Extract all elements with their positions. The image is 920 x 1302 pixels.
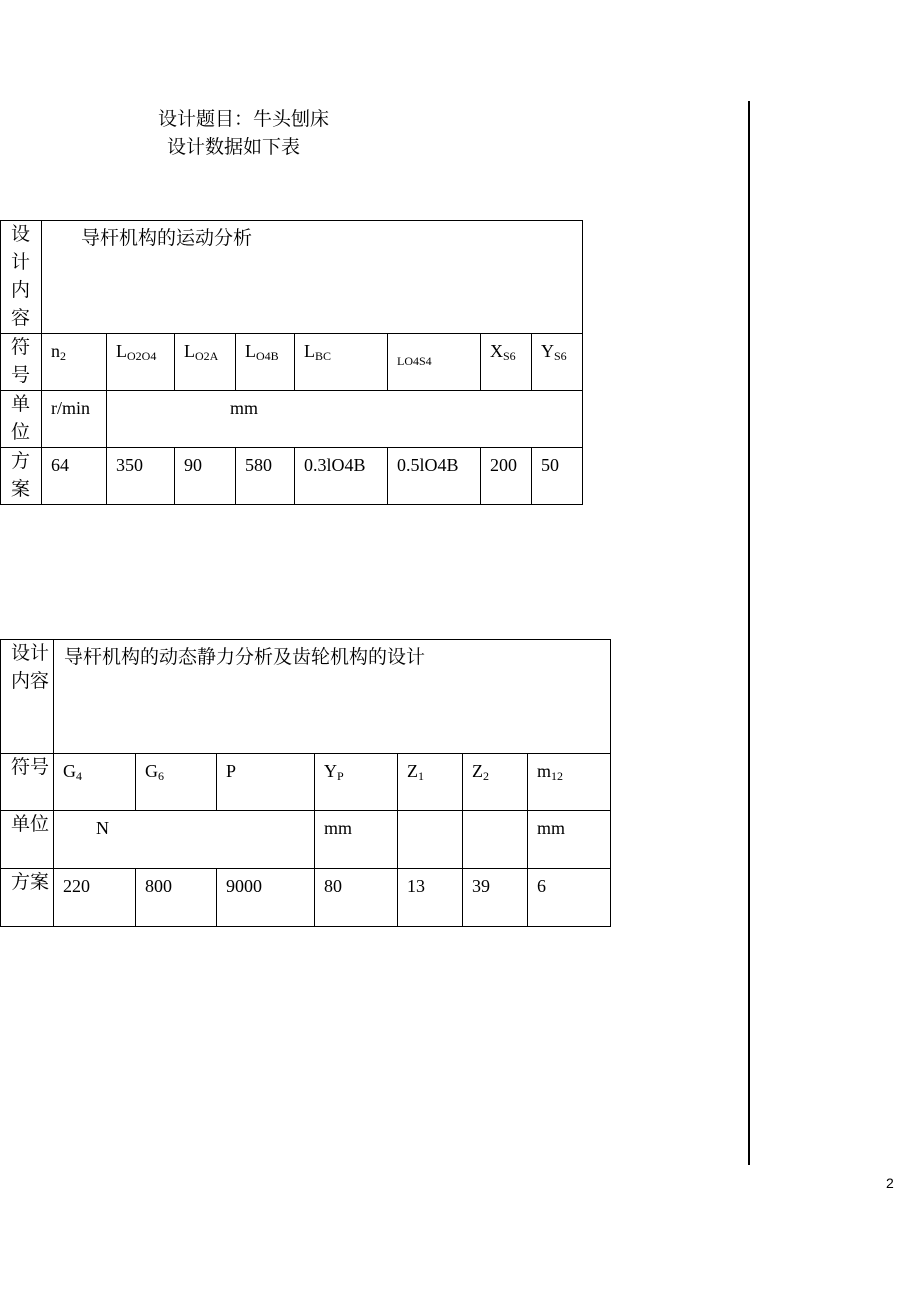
unit-cell: N (54, 811, 315, 869)
unit-cell: mm (107, 391, 583, 448)
value-cell: 350 (107, 448, 175, 505)
row-label-content: 设计内容 (1, 640, 54, 754)
table-row (1, 448, 583, 505)
value-cell: 90 (175, 448, 236, 505)
unit-cell: mm (528, 811, 611, 869)
row-label-content: 设计内容 (1, 221, 42, 334)
symbol-cell: $G_6$ (136, 754, 217, 811)
symbol-cell: $Z_2$ (463, 754, 528, 811)
table-row (1, 869, 611, 927)
value-cell: 800 (136, 869, 217, 927)
row-label-unit: 单位 (1, 391, 42, 448)
value-cell: 200 (481, 448, 532, 505)
design-content: 导杆机构的运动分析 (42, 221, 583, 334)
table-row (1, 334, 583, 391)
symbol-cell: $L_{O4B}$ (236, 334, 295, 391)
symbol-cell: $L_{O2A}$ (175, 334, 236, 391)
page-number: 2 (886, 1175, 894, 1191)
table-row (1, 640, 611, 754)
unit-cell: mm (315, 811, 398, 869)
symbol-cell: $L_{O2O4}$ (107, 334, 175, 391)
margin-rule (748, 101, 750, 1165)
value-cell: 6 (528, 869, 611, 927)
symbol-cell: $Y_P$ (315, 754, 398, 811)
value-cell: 0.3lO4B (295, 448, 388, 505)
design-subtitle: 设计数据如下表 (167, 137, 301, 158)
design-content: 导杆机构的动态静力分析及齿轮机构的设计 (54, 640, 611, 754)
row-label-symbol: 符号 (1, 754, 54, 811)
design-table-2 (0, 639, 611, 927)
unit-cell (463, 811, 528, 869)
row-label-symbol: 符号 (1, 334, 42, 391)
value-cell: 50 (532, 448, 583, 505)
symbol-cell: $X_{S6}$ (481, 334, 532, 391)
symbol-cell: $Z_1$ (398, 754, 463, 811)
unit-cell: r/min (42, 391, 107, 448)
row-label-plan: 方案 (1, 869, 54, 927)
unit-cell (398, 811, 463, 869)
symbol-cell: P (217, 754, 315, 811)
table-row (1, 811, 611, 869)
table-row (1, 754, 611, 811)
value-cell: 80 (315, 869, 398, 927)
design-title: 设计题目：牛头刨床 (158, 109, 330, 130)
symbol-cell: $L_{BC}$ (295, 334, 388, 391)
table-row (1, 221, 583, 334)
symbol-cell: $m_{12}$ (528, 754, 611, 811)
value-cell: 220 (54, 869, 136, 927)
value-cell: 39 (463, 869, 528, 927)
symbol-cell: $n_2$ (42, 334, 107, 391)
symbol-cell: LO4S4 (388, 334, 481, 391)
row-label-plan: 方案 (1, 448, 42, 505)
table-row (1, 391, 583, 448)
value-cell: 64 (42, 448, 107, 505)
row-label-unit: 单位 (1, 811, 54, 869)
value-cell: 580 (236, 448, 295, 505)
design-table-1 (0, 220, 583, 505)
symbol-cell: $Y_{S6}$ (532, 334, 583, 391)
value-cell: 0.5lO4B (388, 448, 481, 505)
value-cell: 13 (398, 869, 463, 927)
value-cell: 9000 (217, 869, 315, 927)
symbol-cell: $G_4$ (54, 754, 136, 811)
